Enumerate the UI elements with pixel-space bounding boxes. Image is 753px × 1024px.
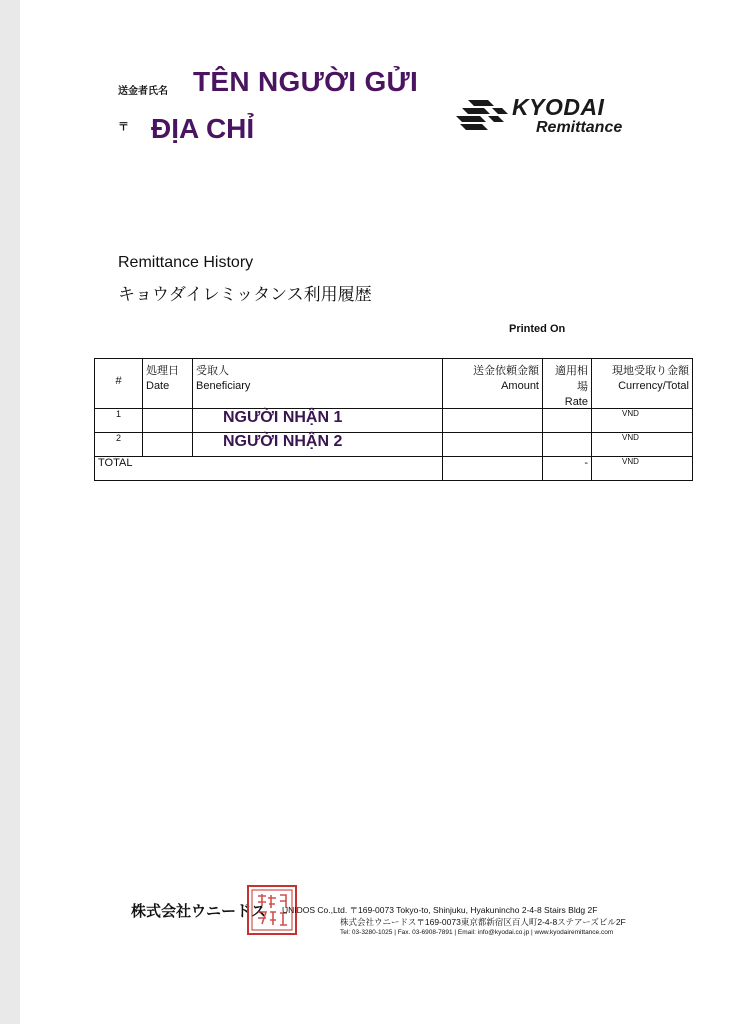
sender-name-label: 送金者氏名	[118, 86, 168, 97]
total-rate: -	[543, 457, 592, 481]
table-total-row	[95, 457, 693, 481]
footer-company-name: 株式会社ウニードス	[131, 903, 266, 920]
row-rate	[543, 409, 592, 433]
row-beneficiary: NGƯỜI NHẬN 2	[193, 433, 443, 457]
document-title-en: Remittance History	[118, 254, 254, 271]
row-amount	[443, 433, 543, 457]
header-cell-currency-total: 現地受取り金額 Currency/Total	[592, 359, 693, 409]
footer-contact: Tel: 03-3280-1025 | Fax. 03-6908-7891 | Email: info@kyodai.co.jp | www.kyodairemittance.com	[340, 929, 614, 936]
total-label: TOTAL	[95, 457, 443, 481]
row-number: 1	[95, 409, 143, 433]
table-row	[95, 409, 693, 433]
total-currency: VND	[592, 457, 693, 481]
header-cell-beneficiary: 受取人 Beneficiary	[193, 359, 443, 409]
logo-sub-text: Remittance	[536, 119, 623, 136]
kyodai-logo-mark-icon	[454, 98, 510, 134]
row-date	[143, 433, 193, 457]
header-cell-rate: 適用相場 Rate	[543, 359, 592, 409]
table-row	[95, 433, 693, 457]
sender-address: ĐỊA CHỈ	[151, 113, 255, 144]
row-amount	[443, 409, 543, 433]
document-title-ja: キョウダイレミッタンス利用履歴	[118, 285, 372, 304]
row-rate	[543, 433, 592, 457]
footer-address-en: UNIDOS Co.,Ltd. 〒169-0073 Tokyo-to, Shinjuku, Hyakunincho 2-4-8 Stairs Bldg 2F	[282, 905, 598, 915]
footer-address-ja: 株式会社ウニードス〒169-0073東京都新宿区百人町2-4-8ステアーズビル2F	[340, 917, 626, 927]
row-date	[143, 409, 193, 433]
logo-brand-text: KYODAI	[512, 94, 605, 120]
header-cell-number: #	[95, 359, 143, 409]
document-page	[20, 0, 753, 1024]
row-beneficiary: NGƯỜI NHẬN 1	[193, 409, 443, 433]
total-amount	[443, 457, 543, 481]
row-currency: VND	[592, 409, 693, 433]
sender-name: TÊN NGƯỜI GỬI	[193, 66, 419, 97]
table-header-row	[95, 359, 693, 409]
row-currency: VND	[592, 433, 693, 457]
header-cell-amount: 送金依頼金額 Amount	[443, 359, 543, 409]
kyodai-logo	[454, 94, 644, 140]
postal-mark: 〒	[118, 121, 129, 133]
remittance-history-table	[94, 358, 693, 481]
header-cell-date: 処理日 Date	[143, 359, 193, 409]
row-number: 2	[95, 433, 143, 457]
printed-on-label: Printed On	[509, 323, 566, 335]
